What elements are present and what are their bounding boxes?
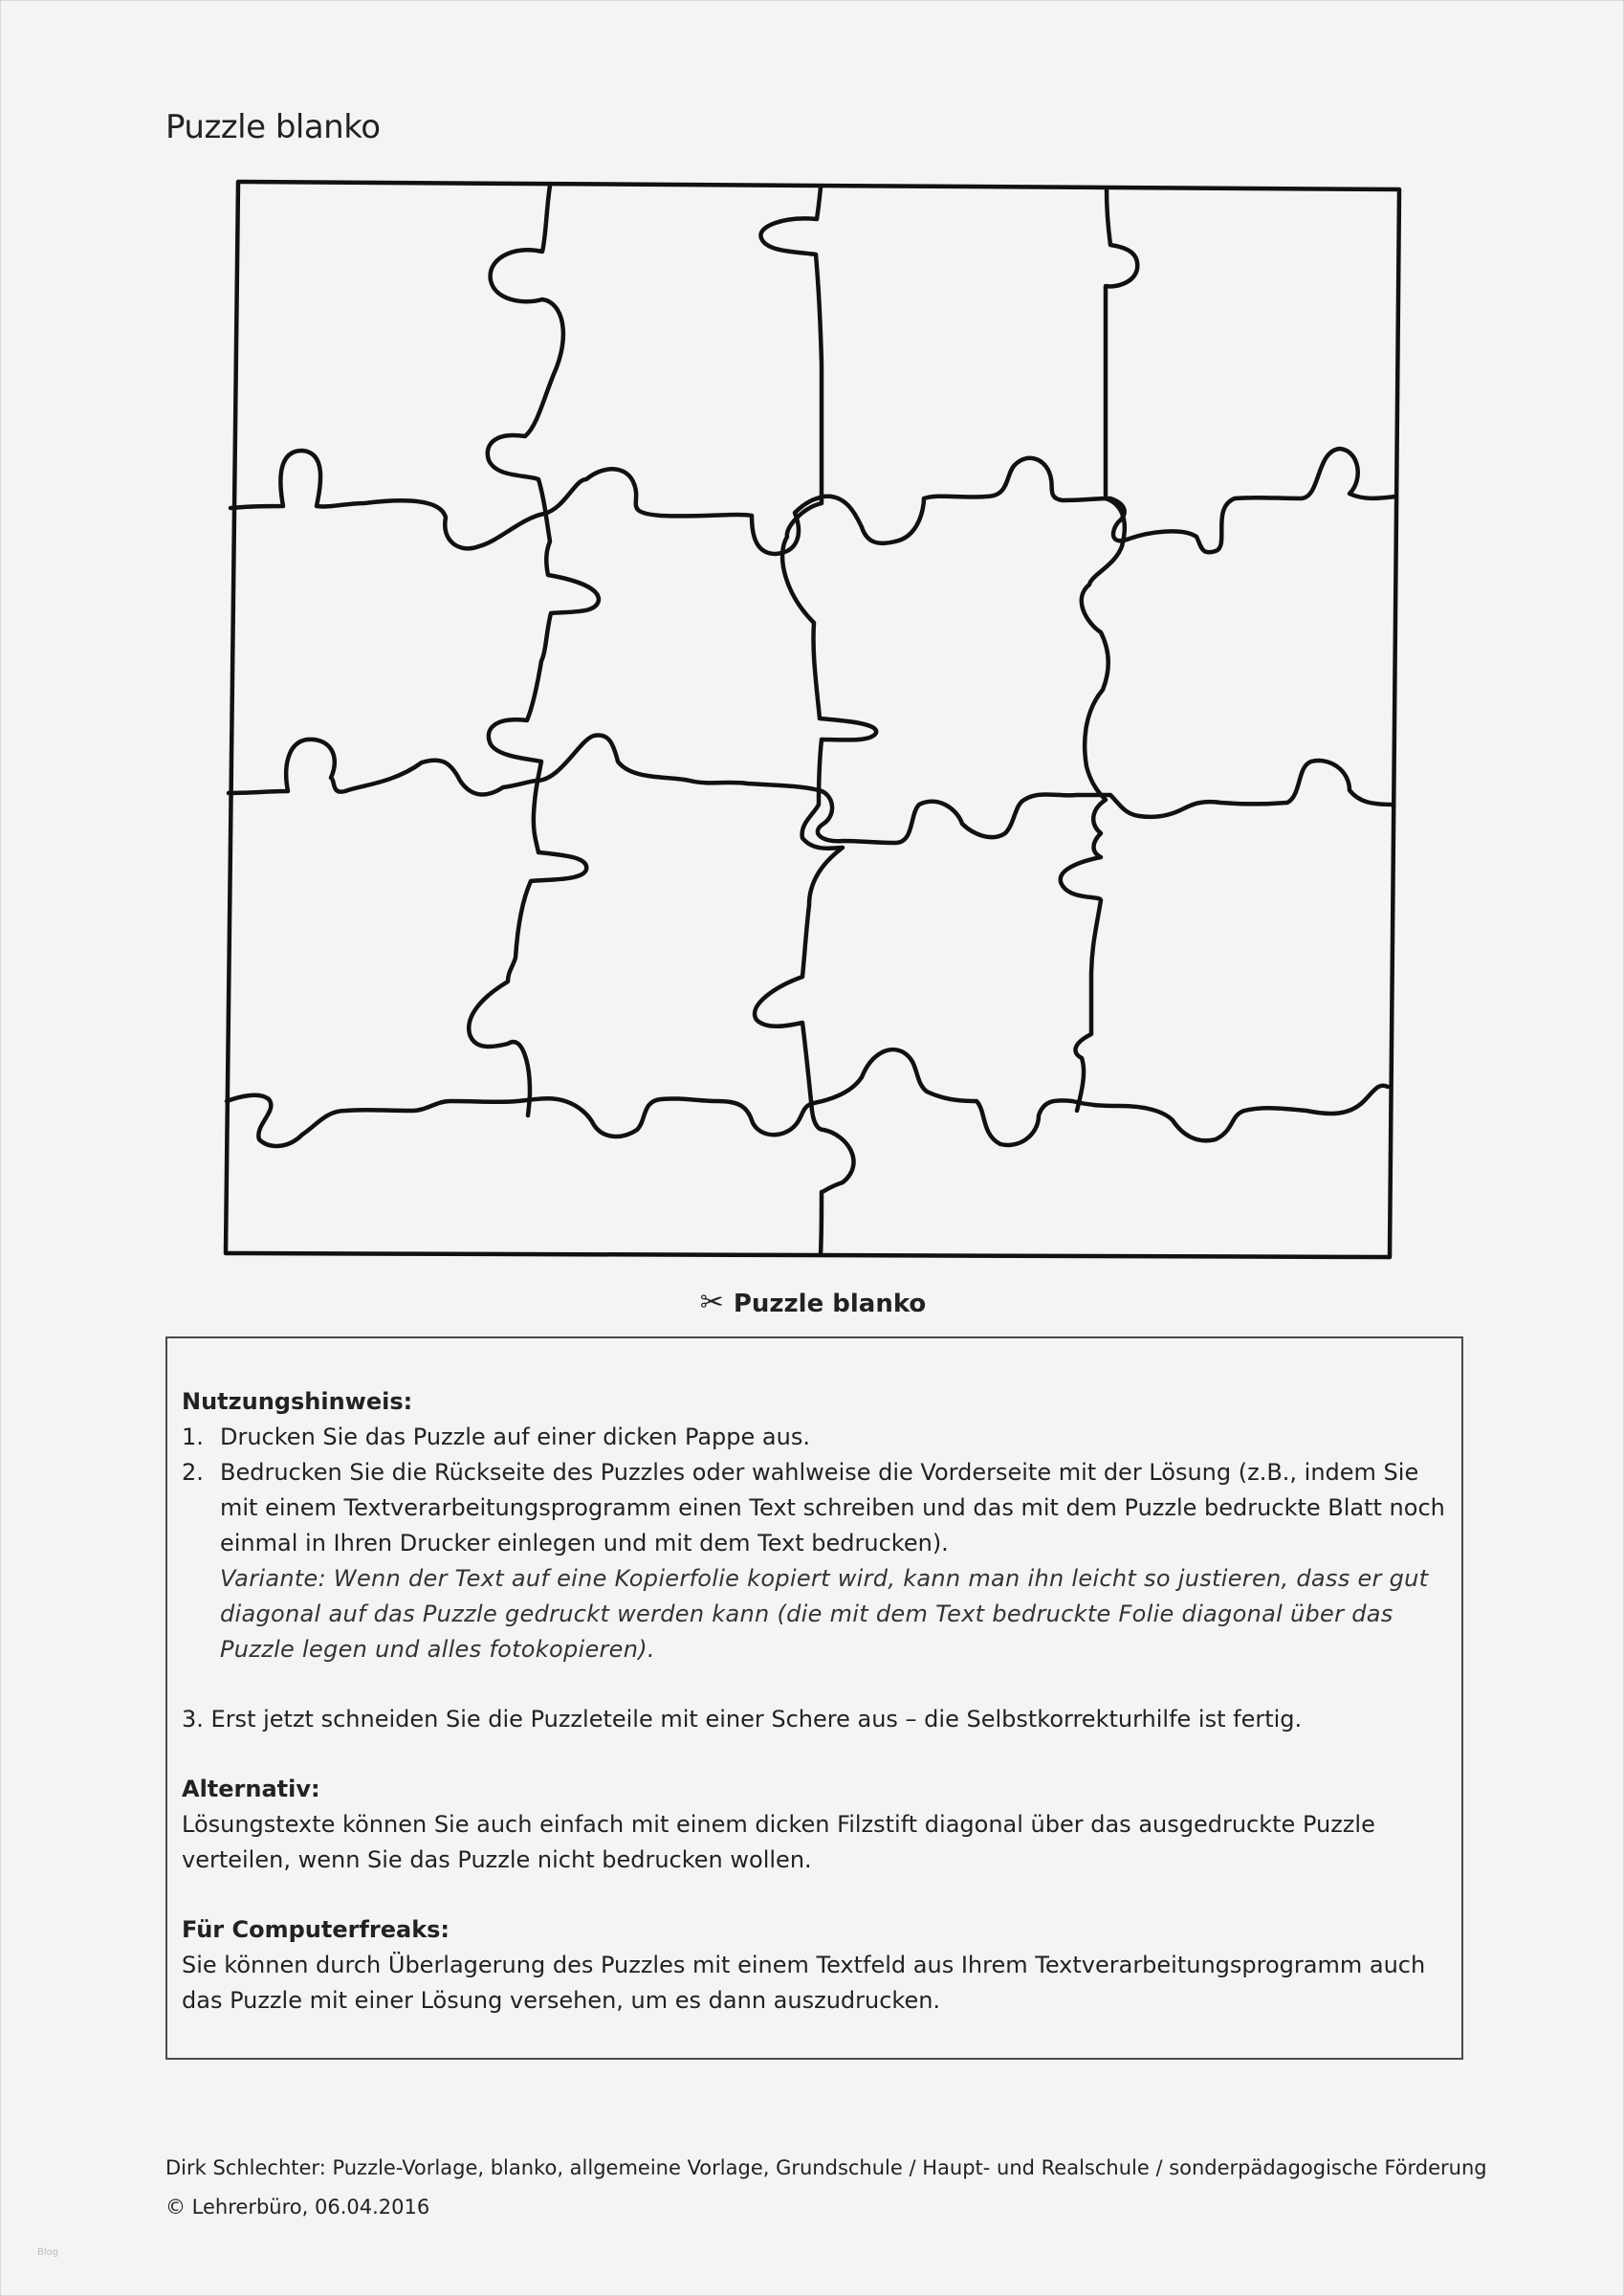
list-text: Bedrucken Sie die Rückseite des Puzzles oder wahlweise die Vorderseite mit der Lösung (z.B., indem Sie mit einem Textverarbeitungsprogramm einen Text schreiben und das mit dem Puzzle bedruckte Blatt noch einmal in Ihren Drucker einlegen und mit dem Text bedrucken). <box>220 1459 1445 1556</box>
alternative-heading: Alternativ: <box>182 1776 320 1802</box>
list-text: Drucken Sie das Puzzle auf einer dicken Pappe aus. <box>220 1424 810 1450</box>
list-number: 1. <box>182 1424 204 1450</box>
puzzle-caption <box>1 1286 1624 1319</box>
list-item <box>182 1455 1448 1667</box>
variant-note: Variante: Wenn der Text auf eine Kopierfolie kopiert wird, kann man ihn leicht so justieren, dass er gut diagonal auf das Puzzle gedruckt werden kann (die mit dem Text bedruckte Folie diagonal über das Puzzle legen und alles fotokopieren). <box>220 1565 1429 1663</box>
puzzle-cut-horizontal-2 <box>229 735 1393 843</box>
puzzle-caption-text: Puzzle blanko <box>733 1290 927 1318</box>
puzzle-cut-vertical-1 <box>469 186 599 1115</box>
usage-notes-box <box>165 1336 1463 2060</box>
watermark: Blog <box>37 2247 59 2258</box>
list-item <box>182 1420 1448 1455</box>
page-title: Puzzle blanko <box>165 108 381 146</box>
puzzle-cut-horizontal-1 <box>230 449 1395 554</box>
list-number: 2. <box>182 1459 204 1486</box>
footer-copyright: © Lehrerbüro, 06.04.2016 <box>165 2196 430 2219</box>
usage-heading: Nutzungshinweis: <box>182 1388 413 1415</box>
computerfreaks-heading: Für Computerfreaks: <box>182 1916 450 1943</box>
footer-credits: Dirk Schlechter: Puzzle-Vorlage, blanko, allgemeine Vorlage, Grundschule / Haupt- und Realschule / sonderpädagogische Förderung <box>165 2156 1487 2179</box>
footer <box>165 2149 1487 2227</box>
puzzle-template <box>1 1 1624 1283</box>
alternative-text: Lösungstexte können Sie auch einfach mit einem dicken Filzstift diagonal über das ausgedruckte Puzzle verteilen, wenn Sie das Puzzle nicht bedrucken wollen. <box>182 1811 1375 1873</box>
computerfreaks-text: Sie können durch Überlagerung des Puzzles mit einem Textfeld aus Ihrem Textverarbeitungsprogramm auch das Puzzle mit einer Lösung versehen, um es dann auszudrucken. <box>182 1952 1426 2014</box>
puzzle-cut-vertical-3 <box>1061 189 1138 1111</box>
scissors-icon: ✂ <box>699 1286 724 1319</box>
step-three: 3. Erst jetzt schneiden Sie die Puzzleteile mit einer Schere aus – die Selbstkorrekturhilfe ist fertig. <box>182 1706 1303 1733</box>
puzzle-cut-vertical-2 <box>755 188 876 1254</box>
